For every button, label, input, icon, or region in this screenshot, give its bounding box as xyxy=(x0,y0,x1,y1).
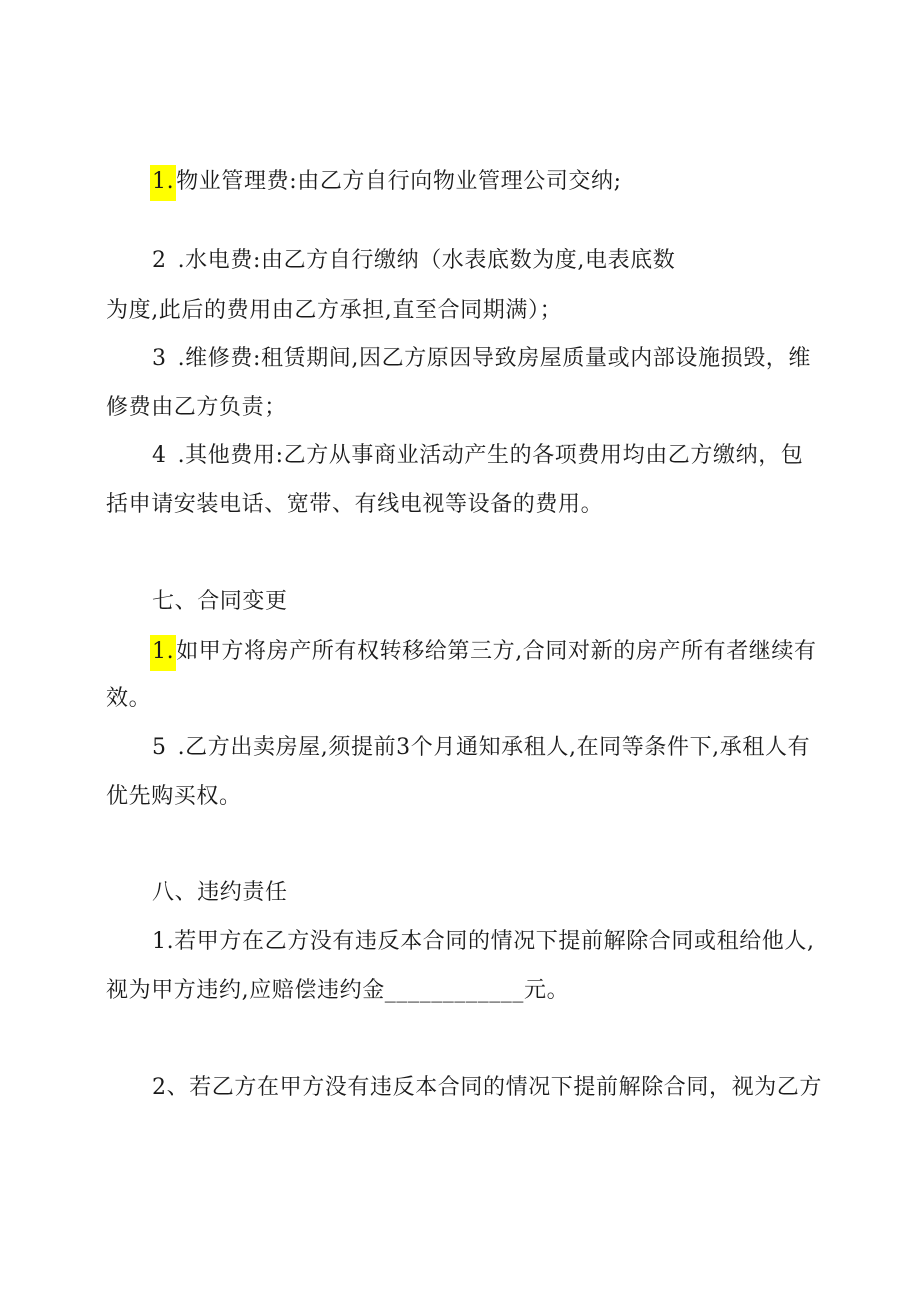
item-text: 物业管理费:由乙方自行向物业管理公司交纳; xyxy=(176,169,622,194)
item-utilities-fee xyxy=(152,246,675,276)
section-heading-contract-change xyxy=(152,587,288,617)
item-sale-notice-continued xyxy=(106,782,242,812)
item-text: 优先购买权。 xyxy=(106,784,242,809)
item-other-fees xyxy=(152,441,803,471)
item-text: .水电费:由乙方自行缴纳（水表底数为度,电表底数 xyxy=(177,248,676,273)
highlighted-number: 1. xyxy=(150,165,176,201)
item-text: 视为甲方违约,应赔偿违约金____________元。 xyxy=(106,978,570,1003)
item-number: 4 xyxy=(152,443,170,468)
highlighted-number: 1. xyxy=(150,635,176,671)
item-text: 2、若乙方在甲方没有违反本合同的情况下提前解除合同，视为乙方 xyxy=(152,1075,822,1100)
item-text: 1.若甲方在乙方没有违反本合同的情况下提前解除合同或租给他人, xyxy=(152,929,815,954)
item-text: .维修费:租赁期间,因乙方原因导致房屋质量或内部设施损毁，维 xyxy=(177,346,811,371)
item-ownership-transfer xyxy=(152,635,817,671)
section-heading-breach-liability xyxy=(152,878,288,908)
item-maintenance-fee xyxy=(152,344,811,374)
item-text: 如甲方将房产所有权转移给第三方,合同对新的房产所有者继续有 xyxy=(176,639,817,664)
item-party-a-breach xyxy=(152,927,815,957)
item-text: .乙方出卖房屋,须提前3个月通知承租人,在同等条件下,承租人有 xyxy=(177,735,811,760)
item-text: 效。 xyxy=(106,686,152,711)
section-title: 七、合同变更 xyxy=(152,589,288,614)
item-text: 为度,此后的费用由乙方承担,直至合同期满）； xyxy=(106,298,563,323)
item-number: 2 xyxy=(152,248,170,273)
item-number: 5 xyxy=(152,735,170,760)
item-maintenance-fee-continued xyxy=(106,393,287,423)
item-number: 3 xyxy=(152,346,170,371)
item-sale-notice xyxy=(152,733,810,763)
item-text: 括申请安装电话、宽带、有线电视等设备的费用。 xyxy=(106,492,604,517)
item-text: 修费由乙方负责； xyxy=(106,395,287,420)
section-title: 八、违约责任 xyxy=(152,880,288,905)
item-utilities-fee-continued xyxy=(106,296,562,326)
item-ownership-transfer-continued xyxy=(106,684,151,714)
item-party-b-breach xyxy=(152,1073,822,1103)
item-party-a-breach-continued xyxy=(106,976,569,1006)
item-text: .其他费用:乙方从事商业活动产生的各项费用均由乙方缴纳，包 xyxy=(177,443,804,468)
item-property-fee xyxy=(152,165,622,201)
item-other-fees-continued xyxy=(106,490,603,520)
